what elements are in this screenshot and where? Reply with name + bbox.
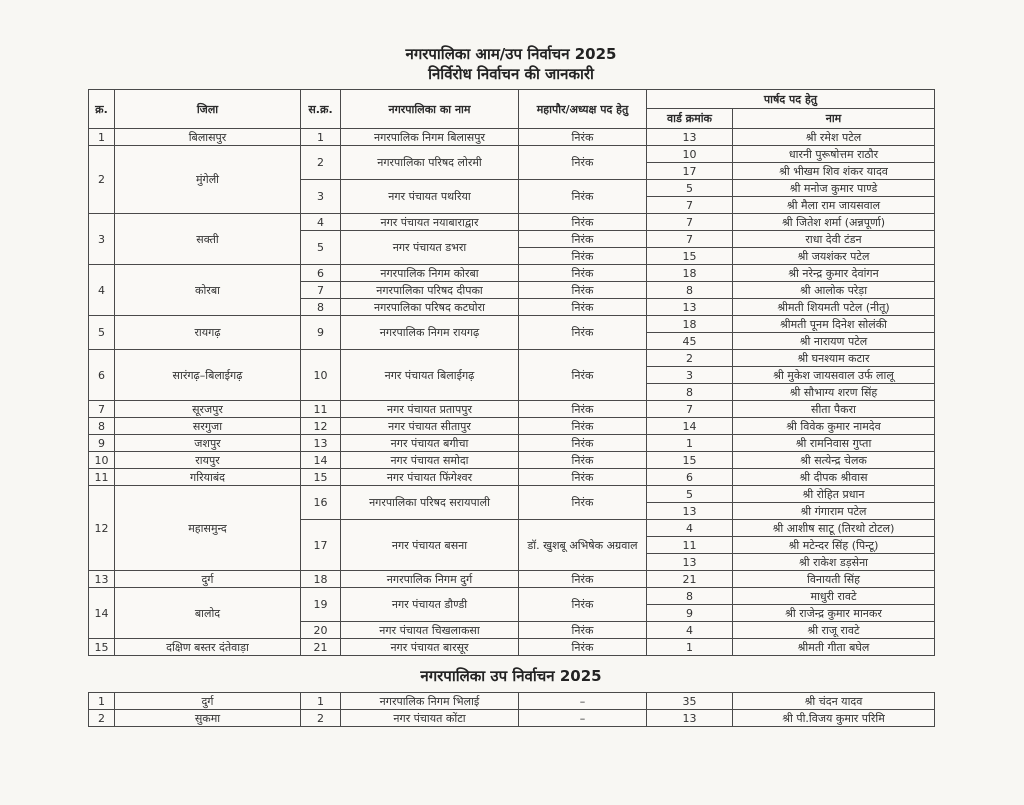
header-row-group <box>89 90 935 109</box>
page-title: नगरपालिका आम/उप निर्वाचन 2025 <box>405 45 617 63</box>
table-row <box>89 639 935 656</box>
cell-naam: श्री सौभाग्य शरण सिंह <box>733 384 935 401</box>
cell-jila: बालोद <box>115 588 301 639</box>
cell-ward: 5 <box>647 486 733 503</box>
cell-ward: 10 <box>647 146 733 163</box>
cell-skr: 7 <box>301 282 341 299</box>
cell-naam: श्री जयशंकर पटेल <box>733 248 935 265</box>
main-table-body <box>89 129 935 656</box>
table-row <box>89 146 935 163</box>
table-row <box>89 486 935 503</box>
cell-ward: 3 <box>647 367 733 384</box>
cell-mayor: – <box>519 693 647 710</box>
cell-skr: 6 <box>301 265 341 282</box>
cell-mayor: निरंक <box>519 129 647 146</box>
cell-ward: 13 <box>647 503 733 520</box>
cell-skr: 1 <box>301 129 341 146</box>
cell-skr: 9 <box>301 316 341 350</box>
cell-skr: 10 <box>301 350 341 401</box>
header-councillor-name: नाम <box>733 109 935 129</box>
cell-kr: 9 <box>89 435 115 452</box>
cell-mayor: – <box>519 710 647 727</box>
cell-naam: श्री पी.विजय कुमार परिमि <box>733 710 935 727</box>
cell-naam: श्री दीपक श्रीवास <box>733 469 935 486</box>
table-row <box>89 350 935 367</box>
cell-naam: श्री मुकेश जायसवाल उर्फ लालू <box>733 367 935 384</box>
cell-mayor: निरंक <box>519 231 647 248</box>
cell-ward: 1 <box>647 435 733 452</box>
cell-name: नगरपालिक निगम कोरबा <box>341 265 519 282</box>
header-mayor-post: महापौर/अध्यक्ष पद हेतु <box>519 90 647 129</box>
cell-ward: 7 <box>647 401 733 418</box>
cell-kr: 14 <box>89 588 115 639</box>
cell-naam: श्री रमेश पटेल <box>733 129 935 146</box>
cell-skr: 2 <box>301 146 341 180</box>
cell-mayor: निरंक <box>519 469 647 486</box>
cell-kr: 12 <box>89 486 115 571</box>
cell-mayor: निरंक <box>519 350 647 401</box>
cell-mayor: निरंक <box>519 299 647 316</box>
cell-ward: 8 <box>647 384 733 401</box>
cell-skr: 17 <box>301 520 341 571</box>
cell-jila: महासमुन्द <box>115 486 301 571</box>
cell-kr: 4 <box>89 265 115 316</box>
cell-naam: विनायती सिंह <box>733 571 935 588</box>
cell-jila: रायपुर <box>115 452 301 469</box>
sub-table-body <box>89 693 935 727</box>
cell-kr: 5 <box>89 316 115 350</box>
cell-skr: 21 <box>301 639 341 656</box>
cell-jila: दुर्ग <box>115 693 301 710</box>
cell-kr: 1 <box>89 129 115 146</box>
cell-kr: 10 <box>89 452 115 469</box>
table-row <box>89 401 935 418</box>
cell-ward: 15 <box>647 452 733 469</box>
cell-mayor: निरंक <box>519 401 647 418</box>
cell-name: नगर पंचायत फिंगेश्वर <box>341 469 519 486</box>
cell-ward: 13 <box>647 554 733 571</box>
cell-ward: 45 <box>647 333 733 350</box>
cell-jila: दुर्ग <box>115 571 301 588</box>
cell-ward: 7 <box>647 231 733 248</box>
cell-ward: 5 <box>647 180 733 197</box>
cell-naam: श्री राजेन्द्र कुमार मानकर <box>733 605 935 622</box>
cell-mayor: निरंक <box>519 146 647 180</box>
section2-title: नगरपालिका उप निर्वाचन 2025 <box>420 667 602 685</box>
cell-jila: कोरबा <box>115 265 301 316</box>
cell-jila: मुंगेली <box>115 146 301 214</box>
cell-mayor: निरंक <box>519 418 647 435</box>
cell-skr: 11 <box>301 401 341 418</box>
cell-kr: 2 <box>89 146 115 214</box>
cell-skr: 19 <box>301 588 341 622</box>
cell-mayor: निरंक <box>519 588 647 622</box>
cell-naam: श्री आलोक परेड़ा <box>733 282 935 299</box>
cell-naam: श्री सत्येन्द्र चेलक <box>733 452 935 469</box>
cell-name: नगर पंचायत चिखलाकसा <box>341 622 519 639</box>
cell-kr: 6 <box>89 350 115 401</box>
cell-kr: 1 <box>89 693 115 710</box>
cell-mayor: डॉ. खुशबू अभिषेक अग्रवाल <box>519 520 647 571</box>
cell-ward: 7 <box>647 197 733 214</box>
cell-naam: श्री जितेश शर्मा (अन्नपूर्णा) <box>733 214 935 231</box>
cell-name: नगरपालिक निगम दुर्ग <box>341 571 519 588</box>
table-row <box>89 129 935 146</box>
cell-name: नगरपालिक निगम रायगढ़ <box>341 316 519 350</box>
cell-skr: 4 <box>301 214 341 231</box>
cell-naam: श्री विवेक कुमार नामदेव <box>733 418 935 435</box>
cell-ward: 9 <box>647 605 733 622</box>
cell-naam: श्री चंदन यादव <box>733 693 935 710</box>
cell-name: नगर पंचायत कोंटा <box>341 710 519 727</box>
table-row <box>89 435 935 452</box>
cell-naam: श्रीमती शियमती पटेल (नीतू) <box>733 299 935 316</box>
cell-kr: 7 <box>89 401 115 418</box>
cell-jila: दक्षिण बस्तर दंतेवाड़ा <box>115 639 301 656</box>
cell-jila: जशपुर <box>115 435 301 452</box>
cell-jila: रायगढ़ <box>115 316 301 350</box>
cell-skr: 13 <box>301 435 341 452</box>
cell-naam: श्री राकेश डड़सेना <box>733 554 935 571</box>
header-kr: क्र. <box>89 90 115 129</box>
header-municipality-name: नगरपालिका का नाम <box>341 90 519 129</box>
cell-skr: 14 <box>301 452 341 469</box>
table-row <box>89 588 935 605</box>
cell-ward: 13 <box>647 299 733 316</box>
cell-mayor: निरंक <box>519 622 647 639</box>
main-table-header <box>89 90 935 129</box>
cell-name: नगर पंचायत प्रतापपुर <box>341 401 519 418</box>
cell-ward: 11 <box>647 537 733 554</box>
cell-kr: 11 <box>89 469 115 486</box>
cell-naam: राधा देवी टंडन <box>733 231 935 248</box>
cell-jila: सुकमा <box>115 710 301 727</box>
cell-ward: 21 <box>647 571 733 588</box>
cell-name: नगर पंचायत पथरिया <box>341 180 519 214</box>
sub-table <box>88 692 935 727</box>
cell-naam: माधुरी रावटे <box>733 588 935 605</box>
cell-naam: श्रीमती गीता बघेल <box>733 639 935 656</box>
cell-name: नगर पंचायत बसना <box>341 520 519 571</box>
cell-name: नगरपालिक निगम भिलाई <box>341 693 519 710</box>
table-row <box>89 316 935 333</box>
cell-mayor: निरंक <box>519 248 647 265</box>
cell-naam: श्री गंगाराम पटेल <box>733 503 935 520</box>
cell-kr: 8 <box>89 418 115 435</box>
main-table <box>88 89 935 656</box>
table-row <box>89 418 935 435</box>
cell-name: नगर पंचायत बारसूर <box>341 639 519 656</box>
cell-naam: श्री नरेन्द्र कुमार देवांगन <box>733 265 935 282</box>
cell-naam: श्री भीखम शिव शंकर यादव <box>733 163 935 180</box>
cell-skr: 20 <box>301 622 341 639</box>
cell-name: नगर पंचायत डौण्डी <box>341 588 519 622</box>
cell-ward: 8 <box>647 588 733 605</box>
table-row <box>89 571 935 588</box>
cell-naam: श्री घनश्याम कटार <box>733 350 935 367</box>
cell-skr: 15 <box>301 469 341 486</box>
table-row <box>89 693 935 710</box>
cell-mayor: निरंक <box>519 180 647 214</box>
cell-mayor: निरंक <box>519 265 647 282</box>
cell-ward: 17 <box>647 163 733 180</box>
cell-ward: 8 <box>647 282 733 299</box>
cell-name: नगरपालिका परिषद सरायपाली <box>341 486 519 520</box>
header-ward-number: वार्ड क्रमांक <box>647 109 733 129</box>
cell-naam: सीता पैकरा <box>733 401 935 418</box>
cell-naam: श्री मटेन्दर सिंह (पिन्टू) <box>733 537 935 554</box>
cell-naam: श्री राजू रावटे <box>733 622 935 639</box>
header-councillor-group: पार्षद पद हेतु <box>647 90 935 109</box>
cell-ward: 14 <box>647 418 733 435</box>
cell-naam: श्री रामनिवास गुप्ता <box>733 435 935 452</box>
cell-skr: 2 <box>301 710 341 727</box>
cell-skr: 18 <box>301 571 341 588</box>
cell-ward: 13 <box>647 710 733 727</box>
cell-name: नगरपालिका परिषद लोरमी <box>341 146 519 180</box>
table-row <box>89 265 935 282</box>
cell-skr: 8 <box>301 299 341 316</box>
content-area <box>88 44 934 727</box>
cell-skr: 3 <box>301 180 341 214</box>
cell-ward: 18 <box>647 265 733 282</box>
cell-ward: 15 <box>647 248 733 265</box>
cell-name: नगर पंचायत सीतापुर <box>341 418 519 435</box>
cell-ward: 35 <box>647 693 733 710</box>
cell-mayor: निरंक <box>519 282 647 299</box>
cell-ward: 4 <box>647 622 733 639</box>
cell-naam: धारनी पुरूषोत्तम राठौर <box>733 146 935 163</box>
cell-naam: श्री रोहित प्रधान <box>733 486 935 503</box>
header-jila: जिला <box>115 90 301 129</box>
cell-name: नगरपालिका परिषद कटघोरा <box>341 299 519 316</box>
cell-ward: 6 <box>647 469 733 486</box>
cell-ward: 18 <box>647 316 733 333</box>
cell-mayor: निरंक <box>519 316 647 350</box>
cell-mayor: निरंक <box>519 486 647 520</box>
cell-naam: श्री आशीष साटू (तिरथो टोटल) <box>733 520 935 537</box>
cell-skr: 12 <box>301 418 341 435</box>
cell-ward: 2 <box>647 350 733 367</box>
cell-name: नगर पंचायत डभरा <box>341 231 519 265</box>
cell-naam: श्री नारायण पटेल <box>733 333 935 350</box>
header-skr: स.क्र. <box>301 90 341 129</box>
cell-name: नगरपालिका परिषद दीपका <box>341 282 519 299</box>
cell-skr: 1 <box>301 693 341 710</box>
table-row <box>89 214 935 231</box>
cell-mayor: निरंक <box>519 435 647 452</box>
cell-kr: 13 <box>89 571 115 588</box>
cell-ward: 1 <box>647 639 733 656</box>
cell-jila: सरगुजा <box>115 418 301 435</box>
cell-kr: 3 <box>89 214 115 265</box>
cell-mayor: निरंक <box>519 639 647 656</box>
cell-naam: श्री मनोज कुमार पाण्डे <box>733 180 935 197</box>
cell-jila: सक्ती <box>115 214 301 265</box>
cell-skr: 16 <box>301 486 341 520</box>
table-row <box>89 469 935 486</box>
cell-name: नगर पंचायत नयाबाराद्वार <box>341 214 519 231</box>
cell-mayor: निरंक <box>519 214 647 231</box>
cell-name: नगर पंचायत बिलाईगढ़ <box>341 350 519 401</box>
cell-kr: 2 <box>89 710 115 727</box>
cell-skr: 5 <box>301 231 341 265</box>
cell-jila: सारंगढ़–बिलाईगढ़ <box>115 350 301 401</box>
cell-jila: बिलासपुर <box>115 129 301 146</box>
cell-name: नगरपालिक निगम बिलासपुर <box>341 129 519 146</box>
cell-mayor: निरंक <box>519 571 647 588</box>
cell-ward: 7 <box>647 214 733 231</box>
cell-jila: सूरजपुर <box>115 401 301 418</box>
cell-name: नगर पंचायत बगीचा <box>341 435 519 452</box>
page-subtitle: निर्विरोध निर्वाचन की जानकारी <box>428 65 594 83</box>
cell-naam: श्रीमती पूनम दिनेश सोलंकी <box>733 316 935 333</box>
cell-kr: 15 <box>89 639 115 656</box>
cell-jila: गरियाबंद <box>115 469 301 486</box>
cell-naam: श्री मैला राम जायसवाल <box>733 197 935 214</box>
cell-name: नगर पंचायत समोदा <box>341 452 519 469</box>
cell-ward: 13 <box>647 129 733 146</box>
cell-mayor: निरंक <box>519 452 647 469</box>
table-row <box>89 710 935 727</box>
table-row <box>89 452 935 469</box>
cell-ward: 4 <box>647 520 733 537</box>
